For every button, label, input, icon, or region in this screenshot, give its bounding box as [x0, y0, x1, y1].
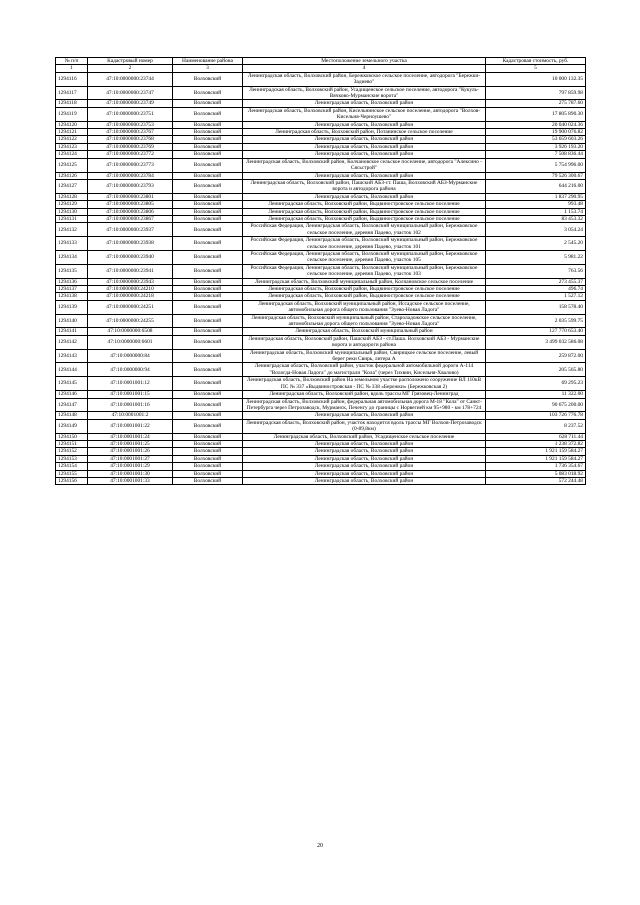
- location: Ленинградская область, Волховский район: [243, 470, 486, 477]
- cadastral-value: 17 805 890.30: [486, 107, 586, 121]
- table-row: [56, 440, 586, 447]
- location: Ленинградская область, Волховский район: [243, 477, 486, 484]
- cadastral-value: 69 295.23: [486, 377, 586, 391]
- cadastral-value: 53 659 603.26: [486, 136, 586, 143]
- table-row: [56, 208, 586, 215]
- district-name: Волховский: [173, 107, 243, 121]
- table-row: [56, 86, 586, 100]
- cadastral-number: 47:10:0000000:23769: [88, 143, 173, 150]
- row-number: 1294146: [56, 391, 88, 398]
- row-number: 1294136: [56, 278, 88, 285]
- column-index-row: [56, 65, 586, 72]
- cadastral-value: 10 000 132.35: [486, 72, 586, 86]
- district-name: Волховский: [173, 419, 243, 433]
- district-name: Волховский: [173, 398, 243, 412]
- header-location: Местоположение земельного участка: [243, 58, 486, 65]
- district-name: Волховский: [173, 349, 243, 363]
- row-number: 1294118: [56, 100, 88, 107]
- cadastral-number: 47:10:0001001:15: [88, 391, 173, 398]
- location: Ленинградская область, Волховский район, Усадищенское сельское поселение, автодорога "Кукуль-Вячково-Мурманские ворота": [243, 86, 486, 100]
- location: Ленинградская область, Волховский район, Колчановское сельское поселение, автодорога "Алексино - Сясьстрой": [243, 158, 486, 172]
- cadastral-value: 797 859.98: [486, 86, 586, 100]
- cadastral-number: 47:10:0000000:6508: [88, 328, 173, 335]
- cadastral-number: 47:10:0000000:24218: [88, 293, 173, 300]
- location: Российская Федерация, Ленинградская область, Волховский муниципальный район, Бережковское сельское поселение, деревня Падево, участок 105: [243, 250, 486, 264]
- cadastral-value: 127 770 653.40: [486, 328, 586, 335]
- column-index: 1: [56, 65, 88, 72]
- district-name: Волховский: [173, 278, 243, 285]
- district-name: Волховский: [173, 72, 243, 86]
- cadastral-number: 47:10:0001001:33: [88, 477, 173, 484]
- cadastral-value: 3 499 032 586.08: [486, 335, 586, 349]
- table-row: [56, 391, 586, 398]
- cadastral-number: 47:10:0001001:27: [88, 455, 173, 462]
- table-row: [56, 477, 586, 484]
- cadastral-number: 47:10:0000000:23767: [88, 129, 173, 136]
- cadastral-number: 47:10:0001001:24: [88, 433, 173, 440]
- district-name: Волховский: [173, 129, 243, 136]
- row-number: 1294142: [56, 335, 88, 349]
- table-row: [56, 143, 586, 150]
- location: Ленинградская область, Волховский район, Выдвиностровское сельское поселение: [243, 286, 486, 293]
- location: Ленинградская область, Волховский район: [243, 455, 486, 462]
- district-name: Волховский: [173, 328, 243, 335]
- table-row: [56, 377, 586, 391]
- cadastral-number: 47:10:0000000:24255: [88, 314, 173, 328]
- cadastral-value: 1 921 159 584.27: [486, 448, 586, 455]
- cadastral-value: 3 054.24: [486, 223, 586, 237]
- table-row: [56, 193, 586, 200]
- row-number: 1294145: [56, 377, 88, 391]
- row-number: 1294126: [56, 172, 88, 179]
- row-number: 1294122: [56, 136, 88, 143]
- cadastral-value: 496.74: [486, 286, 586, 293]
- table-row: [56, 293, 586, 300]
- cadastral-value: 993.48: [486, 201, 586, 208]
- table-row: [56, 335, 586, 349]
- table-row: [56, 250, 586, 264]
- row-number: 1294131: [56, 215, 88, 222]
- cadastral-number: 47:10:0000000:24210: [88, 286, 173, 293]
- cadastral-number: 47:10:0001001:22: [88, 419, 173, 433]
- row-number: 1294129: [56, 201, 88, 208]
- location: Ленинградская область, Волховский район: [243, 121, 486, 128]
- cadastral-value: 1 153.74: [486, 208, 586, 215]
- row-number: 1294132: [56, 223, 88, 237]
- cadastral-number: 47:10:0000000:23749: [88, 100, 173, 107]
- row-number: 1294127: [56, 179, 88, 193]
- cadastral-number: 47:10:0001001:25: [88, 440, 173, 447]
- cadastral-value: 11 322.00: [486, 391, 586, 398]
- district-name: Волховский: [173, 455, 243, 462]
- district-name: Волховский: [173, 314, 243, 328]
- row-number: 1294133: [56, 237, 88, 251]
- cadastral-number: 47:10:0001001:2: [88, 412, 173, 419]
- table-row: [56, 300, 586, 314]
- location: Ленинградская область, Волховский район, Потанинское сельское поселение: [243, 129, 486, 136]
- district-name: Волховский: [173, 237, 243, 251]
- table-row: [56, 419, 586, 433]
- location: Ленинградская область, Волховский муниципальный район, Свирицкое сельское поселение, левый берег реки Свирь, литера А: [243, 349, 486, 363]
- table-row: [56, 201, 586, 208]
- cadastral-number: 47:10:0000000:23941: [88, 264, 173, 278]
- district-name: Волховский: [173, 223, 243, 237]
- location: Ленинградская область, Волховский район: [243, 136, 486, 143]
- table-row: [56, 72, 586, 86]
- cadastral-value: 644 216.00: [486, 179, 586, 193]
- district-name: Волховский: [173, 448, 243, 455]
- cadastral-number: 47:10:0000000:23937: [88, 223, 173, 237]
- cadastral-number: 47:10:0000000:23753: [88, 121, 173, 128]
- location: Ленинградская область, Волховский район: [243, 448, 486, 455]
- cadastral-value: 763.56: [486, 264, 586, 278]
- location: Ленинградская область, Волховский район: [243, 193, 486, 200]
- table-row: [56, 463, 586, 470]
- cadastral-value: 1 837 290.95: [486, 193, 586, 200]
- location: Ленинградская область, Волховский район: [243, 151, 486, 158]
- cadastral-value: 7 508 836.44: [486, 151, 586, 158]
- district-name: Волховский: [173, 136, 243, 143]
- cadastral-value: 273 455.37: [486, 278, 586, 285]
- row-number: 1294121: [56, 129, 88, 136]
- cadastral-number: 47:10:0001001:30: [88, 470, 173, 477]
- district-name: Волховский: [173, 440, 243, 447]
- district-name: Волховский: [173, 286, 243, 293]
- row-number: 1294154: [56, 463, 88, 470]
- cadastral-value: 20 040 024.36: [486, 121, 586, 128]
- cadastral-number: 47:10:0000000:23940: [88, 250, 173, 264]
- cadastral-value: 83 453.32: [486, 215, 586, 222]
- location: Ленинградская область, Волховский район На земельном участке расположено сооружение ВЛ 110кВ ПС № 337 «Выдвиностровская - ПС № 338 «Бережки» (Бережковская 2): [243, 377, 486, 391]
- row-number: 1294138: [56, 293, 88, 300]
- cadastral-number: 47:10:0000000:23938: [88, 237, 173, 251]
- cadastral-value: 2 545.20: [486, 237, 586, 251]
- cadastral-value: 275 787.60: [486, 100, 586, 107]
- table-row: [56, 129, 586, 136]
- location: Ленинградская область, Волховский район: [243, 440, 486, 447]
- row-number: 1294125: [56, 158, 88, 172]
- location: Ленинградская область, Волховский муниципальный район, Иссадское сельское поселение, автомобильная дорога общего пользования "Зуево-Новая Ладога": [243, 300, 486, 314]
- table-row: [56, 215, 586, 222]
- table-row: [56, 314, 586, 328]
- table-row: [56, 264, 586, 278]
- cadastral-number: 47:10:0001001:29: [88, 463, 173, 470]
- table-row: [56, 433, 586, 440]
- cadastral-number: 47:10:0000000:23943: [88, 278, 173, 285]
- column-index: 4: [243, 65, 486, 72]
- cadastral-number: 47:10:0000000:23801: [88, 193, 173, 200]
- cadastral-number: 47:10:0001001:16: [88, 398, 173, 412]
- cadastral-value-table: [55, 57, 586, 485]
- row-number: 1294116: [56, 72, 88, 86]
- table-row: [56, 448, 586, 455]
- district-name: Волховский: [173, 391, 243, 398]
- cadastral-number: 47:10:0000000:23744: [88, 72, 173, 86]
- table-header-row: [56, 58, 586, 65]
- cadastral-number: 47:10:0000000:23793: [88, 179, 173, 193]
- table-row: [56, 412, 586, 419]
- header-cadastral-number: Кадастровый номер: [88, 58, 173, 65]
- table-row: [56, 107, 586, 121]
- location: Ленинградская область, Волховский район: [243, 100, 486, 107]
- cadastral-value: 79 526 300.67: [486, 172, 586, 179]
- location: Ленинградская область, Волховский район, Кисельнинское сельское поселение, автодорога "Волхов-Кисельня-Черноушево": [243, 107, 486, 121]
- cadastral-number: 47:10:0000000:23773: [88, 158, 173, 172]
- row-number: 1294141: [56, 328, 88, 335]
- table-row: [56, 470, 586, 477]
- row-number: 1294153: [56, 455, 88, 462]
- table-row: [56, 223, 586, 237]
- cadastral-number: 47:10:0000000:23806: [88, 208, 173, 215]
- row-number: 1294128: [56, 193, 88, 200]
- row-number: 1294117: [56, 86, 88, 100]
- location: Ленинградская область, Волховский район, Пашский АБЗ-ст. Паша, Волховский АБЗ-Мурманские ворота и автодорога района: [243, 179, 486, 193]
- district-name: Волховский: [173, 179, 243, 193]
- header-district: Наименование района: [173, 58, 243, 65]
- cadastral-value: 2 035 599.75: [486, 314, 586, 328]
- table-row: [56, 100, 586, 107]
- column-index: 3: [173, 65, 243, 72]
- location: Ленинградская область, Волховский район, Бережковское сельское поселение, автодорога "Бережки-Заднево": [243, 72, 486, 86]
- location: Ленинградская область, Волховский район, федеральная автомобильная дорога М-18 "Кола" от Санкт-Петербурга через Петрозаводск, Мурманск, Печенгу до границы с Норвегией км 95+980 - км 178+724: [243, 398, 486, 412]
- location: Ленинградская область, Волховский район: [243, 143, 486, 150]
- header-cadastral-value: Кадастровая стоимость, руб.: [486, 58, 586, 65]
- location: Ленинградская область, Волховский район, Выдвиностровское сельское поселение: [243, 201, 486, 208]
- table-row: [56, 278, 586, 285]
- cadastral-value: 1 238 372.82: [486, 440, 586, 447]
- row-number: 1294134: [56, 250, 88, 264]
- row-number: 1294123: [56, 143, 88, 150]
- row-number: 1294150: [56, 433, 88, 440]
- cadastral-value: 19 900 076.82: [486, 129, 586, 136]
- cadastral-value: 5 083 018.92: [486, 470, 586, 477]
- table-body: [56, 72, 586, 485]
- table-row: [56, 237, 586, 251]
- table-row: [56, 158, 586, 172]
- table-row: [56, 286, 586, 293]
- cadastral-number: 47:10:0000000:23772: [88, 151, 173, 158]
- column-index: 5: [486, 65, 586, 72]
- district-name: Волховский: [173, 208, 243, 215]
- location: Российская Федерация, Ленинградская область, Волховский муниципальный район, Бережковское сельское поселение, деревня Падево, участок 103: [243, 264, 486, 278]
- cadastral-number: 47:10:0000000:23805: [88, 201, 173, 208]
- row-number: 1294119: [56, 107, 88, 121]
- row-number: 1294135: [56, 264, 88, 278]
- location: Ленинградская область, Волховский муниципальный район, Колчановское сельское поселение: [243, 278, 486, 285]
- district-name: Волховский: [173, 363, 243, 377]
- table-row: [56, 179, 586, 193]
- district-name: Волховский: [173, 172, 243, 179]
- cadastral-number: 47:10:0000000:23784: [88, 172, 173, 179]
- table-row: [56, 172, 586, 179]
- cadastral-number: 47:10:0000000:23747: [88, 86, 173, 100]
- district-name: Волховский: [173, 335, 243, 349]
- location: Ленинградская область, Волховский район, Выдвиностровское сельское поселение: [243, 215, 486, 222]
- cadastral-number: 47:10:0000000:23751: [88, 107, 173, 121]
- district-name: Волховский: [173, 293, 243, 300]
- cadastral-value: 3 926 193.20: [486, 143, 586, 150]
- table-row: [56, 136, 586, 143]
- row-number: 1294152: [56, 448, 88, 455]
- cadastral-value: 8 237.52: [486, 419, 586, 433]
- row-number: 1294155: [56, 470, 88, 477]
- table-row: [56, 151, 586, 158]
- district-name: Волховский: [173, 463, 243, 470]
- district-name: Волховский: [173, 158, 243, 172]
- row-number: 1294124: [56, 151, 88, 158]
- cadastral-number: 47:10:0000000:23867: [88, 215, 173, 222]
- location: Ленинградская область, Волховский район, Выдвиностровское сельское поселение: [243, 208, 486, 215]
- location: Ленинградская область, Волховский район: [243, 172, 486, 179]
- cadastral-value: 90 675 200.00: [486, 398, 586, 412]
- district-name: Волховский: [173, 201, 243, 208]
- district-name: Волховский: [173, 377, 243, 391]
- row-number: 1294140: [56, 314, 88, 328]
- header-number: № п/п: [56, 58, 88, 65]
- table-row: [56, 363, 586, 377]
- district-name: Волховский: [173, 300, 243, 314]
- location: Ленинградская область, Волховский район, вдоль трассы МГ Грязовец-Ленинград: [243, 391, 486, 398]
- district-name: Волховский: [173, 151, 243, 158]
- row-number: 1294144: [56, 363, 88, 377]
- cadastral-value: 205 565.80: [486, 363, 586, 377]
- table-row: [56, 349, 586, 363]
- district-name: Волховский: [173, 250, 243, 264]
- district-name: Волховский: [173, 477, 243, 484]
- location: Ленинградская область, Волховский район, Выдвиностровское сельское поселение: [243, 293, 486, 300]
- row-number: 1294148: [56, 412, 88, 419]
- location: Ленинградская область, Волховский район: [243, 463, 486, 470]
- location: Ленинградская область, Волховский район, Пашский АБЗ - ст.Паша. Волховский АБЗ - Мурманские ворота и автодороги района: [243, 335, 486, 349]
- location: Российская Федерация, Ленинградская область, Волховский муниципальный район, Бережковское сельское поселение, деревня Падево, участок 101: [243, 237, 486, 251]
- row-number: 1294139: [56, 300, 88, 314]
- location: Ленинградская область, Волховский район, Усадищенское сельское поселение: [243, 433, 486, 440]
- district-name: Волховский: [173, 193, 243, 200]
- location: Ленинградская область, Волховский район, участок находится вдоль трассы МГ Волхов-Петрозаводск (0-89,8км): [243, 419, 486, 433]
- location: Ленинградская область, Волховский район, участок федеральной автомобильной дороги А-114 "Вологда-Новая Ладога" до магистрали "Кола" (через Тихвин, Кисельня-Хвалово): [243, 363, 486, 377]
- table-row: [56, 328, 586, 335]
- cadastral-value: 5 754 996.00: [486, 158, 586, 172]
- cadastral-value: 628 711.44: [486, 433, 586, 440]
- row-number: 1294130: [56, 208, 88, 215]
- table-row: [56, 121, 586, 128]
- row-number: 1294137: [56, 286, 88, 293]
- row-number: 1294143: [56, 349, 88, 363]
- district-name: Волховский: [173, 433, 243, 440]
- district-name: Волховский: [173, 470, 243, 477]
- district-name: Волховский: [173, 121, 243, 128]
- cadastral-value: 1 921 159 584.27: [486, 455, 586, 462]
- column-index: 2: [88, 65, 173, 72]
- location: Ленинградская область, Волховский муниципальный район, Староладожское сельское поселение, автомобильная дорога общего пользования "Зуево-Новая Ладога": [243, 314, 486, 328]
- district-name: Волховский: [173, 412, 243, 419]
- cadastral-value: 5 981.22: [486, 250, 586, 264]
- page-number: 20: [317, 843, 323, 849]
- location: Российская Федерация, Ленинградская область, Волховский муниципальный район, Бережковское сельское поселение, деревня Падево, участок 102: [243, 223, 486, 237]
- row-number: 1294156: [56, 477, 88, 484]
- cadastral-number: 47:10:0000000:6601: [88, 335, 173, 349]
- district-name: Волховский: [173, 215, 243, 222]
- table-row: [56, 455, 586, 462]
- cadastral-value: 259 872.00: [486, 349, 586, 363]
- row-number: 1294147: [56, 398, 88, 412]
- cadastral-value: 158 578.40: [486, 300, 586, 314]
- cadastral-value: 1 736 354.67: [486, 463, 586, 470]
- district-name: Волховский: [173, 264, 243, 278]
- cadastral-value: 572 244.48: [486, 477, 586, 484]
- cadastral-number: 47:10:0000000:23768: [88, 136, 173, 143]
- row-number: 1294120: [56, 121, 88, 128]
- cadastral-number: 47:10:0000000:94: [88, 363, 173, 377]
- cadastral-value: 103 726 776.78: [486, 412, 586, 419]
- district-name: Волховский: [173, 143, 243, 150]
- row-number: 1294149: [56, 419, 88, 433]
- cadastral-number: 47:10:0000000:24251: [88, 300, 173, 314]
- cadastral-number: 47:10:0000000:84: [88, 349, 173, 363]
- row-number: 1294151: [56, 440, 88, 447]
- district-name: Волховский: [173, 100, 243, 107]
- district-name: Волховский: [173, 86, 243, 100]
- cadastral-number: 47:10:0001001:26: [88, 448, 173, 455]
- table-row: [56, 398, 586, 412]
- cadastral-value: 1 527.12: [486, 293, 586, 300]
- cadastral-number: 47:10:0001001:12: [88, 377, 173, 391]
- location: Ленинградская область, Волховский муниципальный район: [243, 328, 486, 335]
- location: Ленинградская область, Волховский район: [243, 412, 486, 419]
